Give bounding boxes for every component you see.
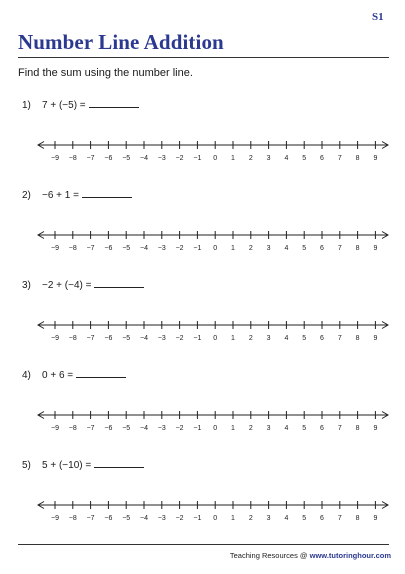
tick-label: 1 — [231, 335, 235, 342]
problem-expression: −2 + (−4) = — [42, 280, 92, 291]
tick-label: −5 — [122, 155, 131, 162]
tick-label: −2 — [175, 335, 184, 342]
page-title: Number Line Addition — [18, 30, 224, 54]
tick-label: 4 — [284, 245, 289, 252]
problem-number: 2) — [22, 190, 31, 201]
tick-label: 3 — [266, 245, 271, 252]
bottom-divider — [18, 544, 389, 545]
tick-label: −9 — [51, 245, 59, 252]
tick-label: −6 — [104, 155, 113, 162]
tick-label: −8 — [68, 245, 77, 252]
tick-label: 7 — [337, 335, 342, 342]
tick-label: 7 — [337, 425, 342, 432]
tick-label: 0 — [213, 335, 218, 342]
problem-number: 3) — [22, 280, 31, 291]
number-line — [0, 98, 405, 188]
tick-label: 2 — [248, 155, 253, 162]
problem-expression: 7 + (−5) = — [42, 100, 86, 111]
tick-label: −5 — [122, 245, 131, 252]
tick-label: −8 — [68, 515, 77, 522]
tick-label: −6 — [104, 515, 113, 522]
tick-label: 7 — [337, 245, 342, 252]
tick-label: 6 — [320, 245, 324, 252]
footer-site: www.tutoringhour.com — [309, 551, 391, 560]
tick-label: 3 — [266, 335, 271, 342]
tick-label: 5 — [302, 155, 307, 162]
problem-number: 1) — [22, 100, 31, 111]
tick-label: −8 — [68, 155, 77, 162]
problem-number: 4) — [22, 370, 31, 381]
tick-label: 6 — [320, 335, 324, 342]
problem-2 — [0, 188, 405, 278]
tick-label: 5 — [302, 245, 307, 252]
tick-label: −5 — [122, 335, 131, 342]
tick-label: −9 — [51, 425, 59, 432]
tick-label: −9 — [51, 335, 59, 342]
problem-4 — [0, 368, 405, 458]
tick-label: 5 — [302, 515, 307, 522]
tick-label: −9 — [51, 155, 59, 162]
tick-label: −6 — [104, 335, 113, 342]
tick-label: −7 — [86, 515, 95, 522]
tick-label: 5 — [302, 425, 307, 432]
tick-label: 9 — [373, 245, 378, 252]
tick-label: −2 — [175, 245, 184, 252]
tick-label: 6 — [320, 515, 324, 522]
tick-label: 1 — [231, 425, 235, 432]
tick-label: 2 — [248, 335, 253, 342]
tick-label: 8 — [355, 335, 360, 342]
tick-label: −7 — [86, 425, 95, 432]
tick-label: −2 — [175, 425, 184, 432]
tick-label: −7 — [86, 155, 95, 162]
problem-number: 5) — [22, 460, 31, 471]
tick-label: −1 — [193, 515, 202, 522]
tick-label: −4 — [140, 425, 148, 432]
problem-1 — [0, 98, 405, 188]
tick-label: −2 — [175, 515, 184, 522]
tick-label: 0 — [213, 245, 218, 252]
tick-label: 2 — [248, 425, 253, 432]
problem-3 — [0, 278, 405, 368]
tick-label: 9 — [373, 425, 378, 432]
tick-label: 1 — [231, 245, 235, 252]
top-divider — [18, 57, 389, 58]
number-line — [0, 188, 405, 278]
tick-label: 3 — [266, 155, 271, 162]
tick-label: 5 — [302, 335, 307, 342]
tick-label: 4 — [284, 515, 289, 522]
problem-expression: 0 + 6 = — [42, 370, 74, 381]
tick-label: −4 — [140, 515, 148, 522]
tick-label: −4 — [140, 155, 148, 162]
tick-label: 3 — [266, 425, 271, 432]
tick-label: −1 — [193, 335, 202, 342]
number-line — [0, 278, 405, 368]
tick-label: −9 — [51, 515, 59, 522]
tick-label: −6 — [104, 425, 113, 432]
number-line — [0, 368, 405, 458]
tick-label: −6 — [104, 245, 113, 252]
tick-label: 8 — [355, 425, 360, 432]
tick-label: 6 — [320, 425, 324, 432]
tick-label: −3 — [157, 245, 166, 252]
tick-label: 8 — [355, 245, 360, 252]
tick-label: 2 — [248, 245, 253, 252]
footer — [230, 551, 391, 560]
instructions: Find the sum using the number line. — [18, 67, 193, 79]
tick-label: −4 — [140, 245, 148, 252]
tick-label: 4 — [284, 335, 289, 342]
tick-label: −5 — [122, 515, 131, 522]
tick-label: −3 — [157, 515, 166, 522]
tick-label: 3 — [266, 515, 271, 522]
tick-label: −5 — [122, 425, 131, 432]
number-line — [0, 458, 405, 548]
tick-label: −4 — [140, 335, 148, 342]
problem-expression: −6 + 1 = — [42, 190, 79, 201]
tick-label: 0 — [213, 515, 218, 522]
tick-label: 7 — [337, 515, 342, 522]
tick-label: −8 — [68, 335, 77, 342]
problem-expression: 5 + (−10) = — [42, 460, 92, 471]
problem-5 — [0, 458, 405, 548]
tick-label: −1 — [193, 245, 202, 252]
tick-label: −8 — [68, 425, 77, 432]
tick-label: 9 — [373, 335, 378, 342]
tick-label: 8 — [355, 515, 360, 522]
tick-label: −1 — [193, 425, 202, 432]
tick-label: 9 — [373, 155, 378, 162]
tick-label: 4 — [284, 155, 289, 162]
tick-label: −2 — [175, 155, 184, 162]
tick-label: −3 — [157, 155, 166, 162]
tick-label: 8 — [355, 155, 360, 162]
tick-label: 1 — [231, 515, 235, 522]
tick-label: 1 — [231, 155, 235, 162]
tick-label: −1 — [193, 155, 202, 162]
tick-label: 0 — [213, 425, 218, 432]
tick-label: −3 — [157, 425, 166, 432]
sheet-code: S1 — [372, 11, 384, 23]
tick-label: 7 — [337, 155, 342, 162]
tick-label: −3 — [157, 335, 166, 342]
tick-label: 4 — [284, 425, 289, 432]
tick-label: 6 — [320, 155, 324, 162]
tick-label: 0 — [213, 155, 218, 162]
tick-label: 2 — [248, 515, 253, 522]
tick-label: −7 — [86, 245, 95, 252]
tick-label: 9 — [373, 515, 378, 522]
tick-label: −7 — [86, 335, 95, 342]
footer-prefix: Teaching Resources @ — [229, 551, 310, 560]
